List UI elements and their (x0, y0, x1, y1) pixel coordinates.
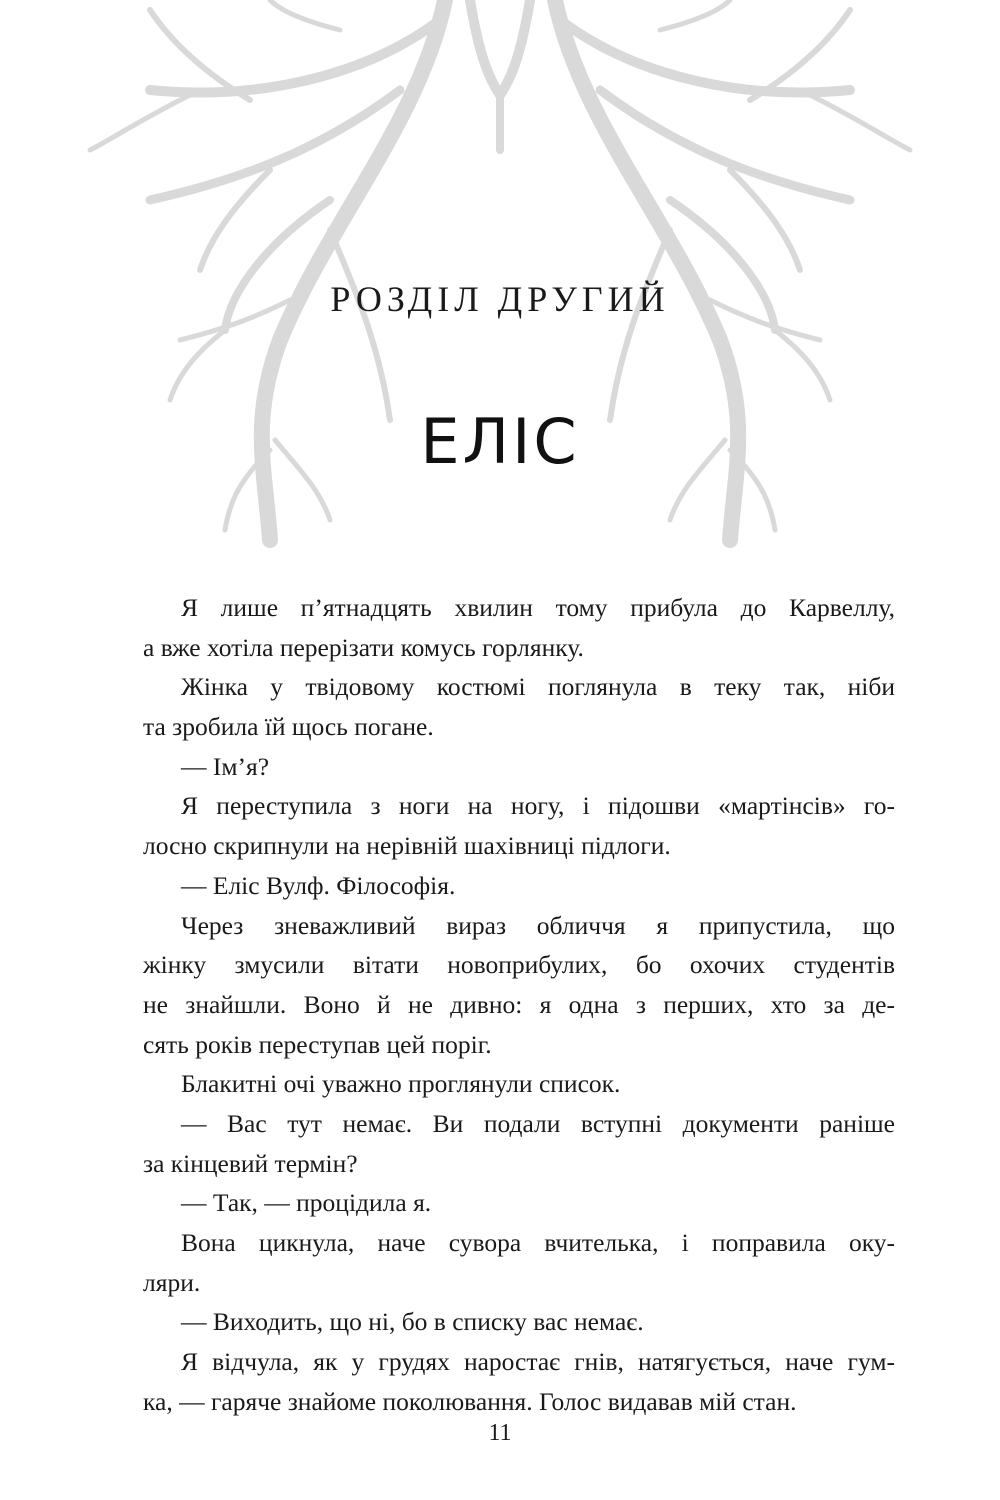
text-line: ляри. (143, 1267, 201, 1297)
body-text (143, 588, 895, 1421)
text-line: — Еліс Вулф. Філософія. (181, 870, 456, 900)
text-line: Я лише п’ятнадцять хвилин тому прибула до Карвеллу, (181, 593, 895, 622)
text-line: Через зневажливий вираз обличчя я припустила, що (181, 910, 895, 940)
text-line: жінку змусили вітати новоприбулих, бо охочих студентів (143, 950, 895, 980)
text-line: лосно скрипнули на нерівній шахівниці підлоги. (143, 831, 671, 861)
text-line: Жінка у твідовому костюмі поглянула в теку так, ніби (181, 672, 895, 702)
text-line: Вона цикнула, наче сувора вчителька, і поправила оку- (181, 1228, 895, 1257)
text-line: — Виходить, що ні, бо в списку вас немає. (181, 1307, 644, 1337)
text-line: та зробила їй щось погане. (143, 712, 434, 742)
text-line: ка, — гаряче знайоме поколювання. Голос видавав мій стан. (143, 1386, 797, 1416)
text-line: за кінцевий термін? (143, 1148, 358, 1178)
text-line: Я переступила з ноги на ногу, і підошви «мартінсів» го- (181, 791, 895, 821)
text-line: Блакитні очі уважно проглянули список. (181, 1069, 621, 1099)
text-line: не знайшли. Воно й не дивно: я одна з перших, хто за де- (143, 989, 895, 1019)
page-number: 11 (488, 1420, 512, 1446)
chapter-number-heading: РОЗДІЛ ДРУГИЙ (330, 279, 670, 319)
text-line: Я відчула, як у грудях наростає гнів, натягується, наче гум- (181, 1347, 895, 1377)
text-line: — Так, — процідила я. (181, 1188, 432, 1218)
chapter-title: ЕЛІС (420, 405, 580, 478)
text-line: а вже хотіла перерізати комусь горлянку. (143, 632, 584, 662)
text-line: — Ім’я? (181, 751, 270, 781)
text-line: сять років переступав цей поріг. (143, 1029, 492, 1059)
text-line: — Вас тут немає. Ви подали вступні документи раніше (181, 1108, 895, 1138)
